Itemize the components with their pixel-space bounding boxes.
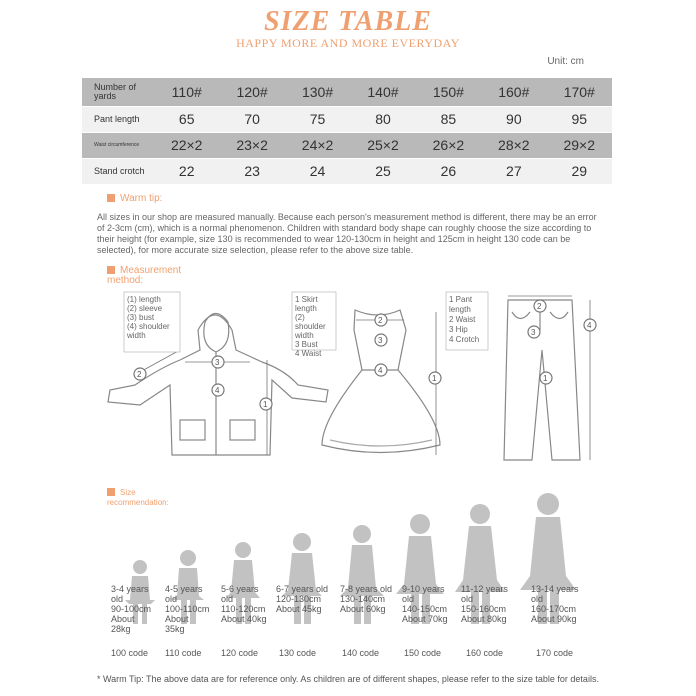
table-cell: 80 [350,106,415,132]
table-cell: 26 [416,158,481,184]
age-label: 4-5 years old 100-110cm About 35kg [165,584,210,634]
age-label: 11-12 years old 150-160cm About 80kg [461,584,508,624]
jacket-marker-3 [212,356,224,368]
page-subtitle: HAPPY MORE AND MORE EVERYDAY [236,36,460,50]
page-title: SIZE TABLE [264,6,432,37]
table-cell: 140# [350,78,415,106]
size-code: 140 code [342,648,380,658]
row-label: Pant length [82,106,154,132]
dress-marker-1 [429,372,441,384]
size-code: 170 code [536,648,574,658]
size-code: 100 code [111,648,149,658]
legend-item: 1 Pant length [449,295,473,314]
svg-text:4: 4 [587,321,592,330]
row-label: Waist circumference [82,132,154,158]
legend-item: (4) shoulder width [127,322,170,340]
svg-text:2: 2 [537,302,542,311]
dress-marker-4 [375,364,387,376]
table-cell: 22×2 [154,132,219,158]
table-cell: 75 [285,106,350,132]
warm-tip-text: All sizes in our shop are measured manually. Because each person's measurement method is different, there may be an error of 2-3cm (cm), which is a normal phenomenon. Children with standard body shape can roughly choose the size according to their height (for example, size 130 is recommended to wear 120-130cm in height and 125cm in height 130 code can be selected), for more accurate size selection, please refer to the above size table. [97,212,597,255]
table-cell: 29 [547,158,612,184]
dress-measure-lines [356,312,436,455]
svg-text:1: 1 [543,374,548,383]
age-label: 13-14 years old 160-170cm About 90kg [531,584,579,624]
row-label: Number of yards [82,78,154,106]
svg-text:4: 4 [215,386,220,395]
legend-item: 3 Bust [295,340,318,349]
table-cell: 120# [219,78,284,106]
table-cell: 65 [154,106,219,132]
size-code: 130 code [279,648,317,658]
svg-text:1: 1 [432,374,437,383]
table-cell: 25 [350,158,415,184]
svg-text:1: 1 [263,400,268,409]
table-cell: 160# [481,78,546,106]
pants-marker-4 [584,319,596,331]
table-cell: 150# [416,78,481,106]
dress-marker-2 [375,314,387,326]
legend-item: 4 Waist [295,349,322,358]
age-label: 6-7 years old 120-130cm About 45kg [276,584,329,614]
bullet-square-icon [107,488,115,496]
table-cell: 85 [416,106,481,132]
legend-item: 4 Crotch [449,335,480,344]
recommendation-label: Size recommendation: [107,488,169,507]
legend-item: (3) bust [127,313,155,322]
svg-text:3: 3 [378,336,383,345]
legend-item: (2) shoulder width [295,313,326,340]
footnote: * Warm Tip: The above data are for reference only. As children are of different shapes, please refer to the size table for details. [97,674,599,684]
table-cell: 23 [219,158,284,184]
table-cell: 28×2 [481,132,546,158]
svg-text:2: 2 [378,316,383,325]
legend-item: 2 Waist [449,315,476,324]
age-label: 7-8 years old 130-140cm About 60kg [340,584,393,614]
legend-item: 3 Hip [449,325,468,334]
table-cell: 130# [285,78,350,106]
table-cell: 170# [547,78,612,106]
age-label: 5-6 years old 110-120cm About 40kg [221,584,267,624]
pants-marker-1 [540,372,552,384]
pants-marker-3 [528,326,540,338]
svg-text:4: 4 [378,366,383,375]
recommendation-heading [107,488,197,508]
dress-legend [295,295,335,358]
jacket-legend [127,295,179,340]
jacket-marker-1 [260,398,272,410]
svg-text:3: 3 [531,328,536,337]
warm-tip-label: Warm tip: [120,193,163,204]
age-label: 9-10 years old 140-150cm About 70kg [402,584,448,624]
table-cell: 90 [481,106,546,132]
row-label: Stand crotch [82,158,154,184]
table-cell: 29×2 [547,132,612,158]
pants-legend [449,295,487,345]
pants-marker-2 [534,300,546,312]
jacket-measure-lines [140,350,267,455]
table-cell: 22 [154,158,219,184]
size-code: 120 code [221,648,259,658]
table-cell: 23×2 [219,132,284,158]
table-cell: 24 [285,158,350,184]
table-cell: 70 [219,106,284,132]
table-cell: 25×2 [350,132,415,158]
table-cell: 27 [481,158,546,184]
table-cell: 110# [154,78,219,106]
size-code: 110 code [165,648,202,658]
table-cell: 95 [547,106,612,132]
legend-item: (1) length [127,295,161,304]
size-code: 150 code [404,648,442,658]
dress-marker-3 [375,334,387,346]
jacket-marker-4 [212,384,224,396]
size-code: 160 code [466,648,504,658]
legend-item: (2) sleeve [127,304,163,313]
measurement-label: Measurement method: [107,265,182,286]
unit-label: Unit: cm [547,56,584,67]
jacket-marker-2 [134,368,146,380]
girls-dress-illustration [322,310,440,453]
svg-text:3: 3 [215,358,220,367]
svg-text:2: 2 [137,370,142,379]
age-label: 3-4 years old 90-100cm About 28kg [111,584,152,634]
table-cell: 24×2 [285,132,350,158]
table-cell: 26×2 [416,132,481,158]
legend-item: 1 Skirt length [295,295,318,313]
